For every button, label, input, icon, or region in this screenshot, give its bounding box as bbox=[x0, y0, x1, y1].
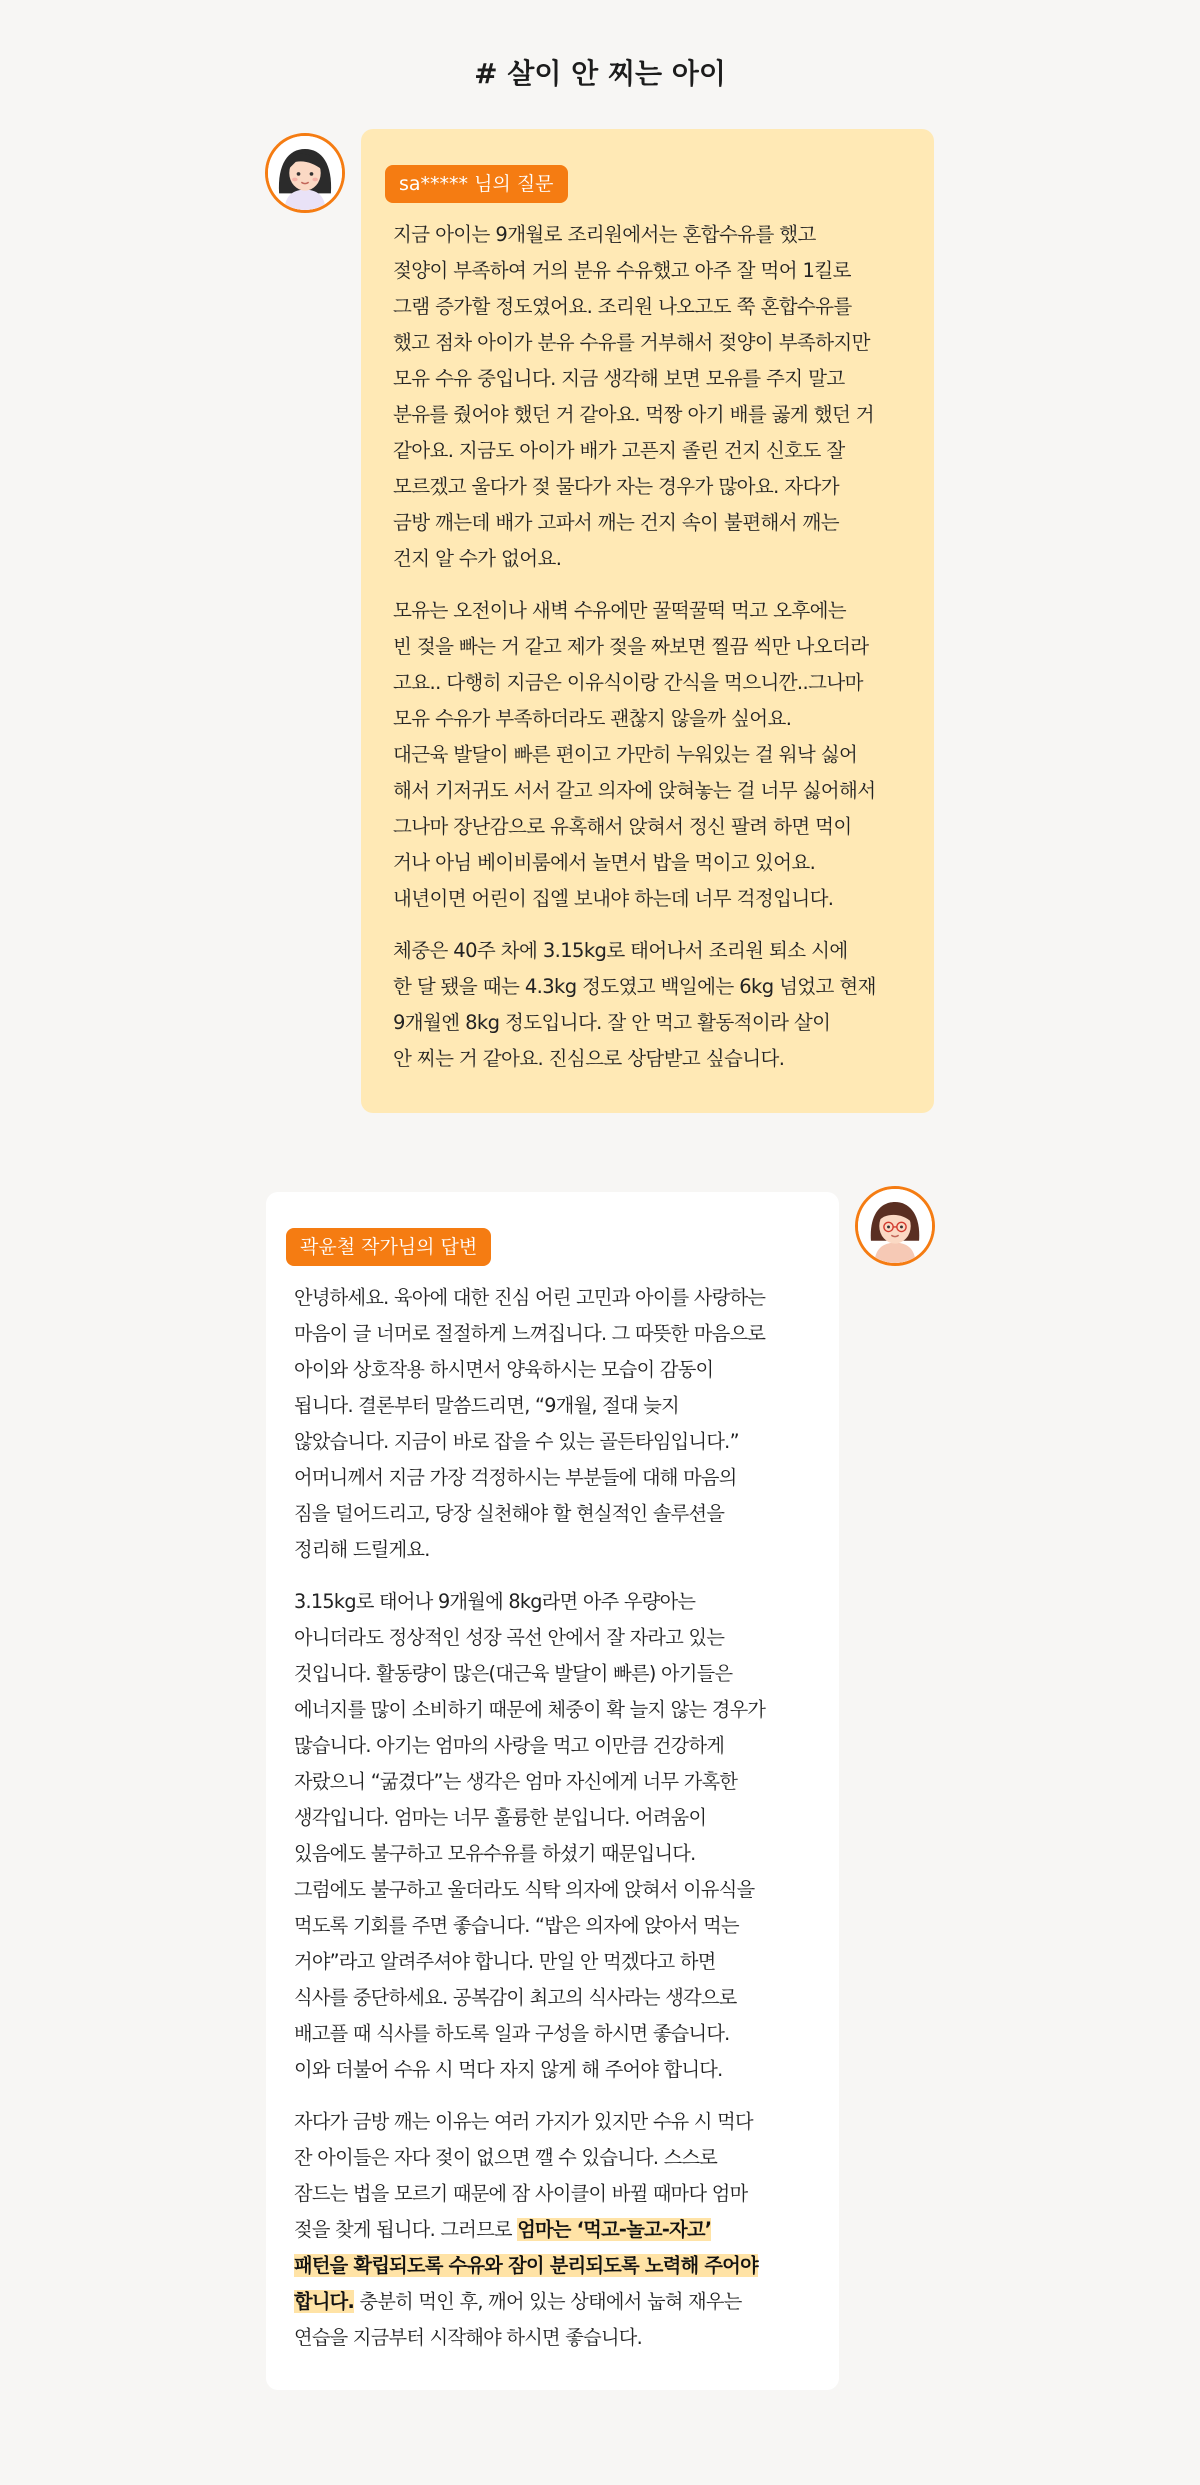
page-title: # 살이 안 찌는 아이 bbox=[474, 57, 726, 90]
answer-text: 자다가 금방 깨는 이유는 여러 가지가 있지만 수유 시 먹다 잔 아이들은 자다 젖이 없으면 깰 수 있습니다. 스스로 잠드는 법을 모르기 때문에 잠 사이클이 바뀔 때마다 엄마 젖을 찾게 됩니다. 그러므로 bbox=[294, 2110, 753, 2241]
question-card bbox=[361, 129, 934, 1113]
answer-paragraph-last bbox=[294, 2104, 817, 2356]
answer-paragraph: 안녕하세요. 육아에 대한 진심 어린 고민과 아이를 사랑하는 마음이 글 너머로 절절하게 느껴집니다. 그 따뜻한 마음으로 아이와 상호작용 하시면서 양육하시는 모습이 감동이 됩니다. 결론부터 말씀드리면, “9개월, 절대 늦지 않았습니다. 지금이 바로 잡을 수 있는 골든타임입니다.” 어머니께서 지금 가장 걱정하시는 부분들에 대해 마음의 짐을 덜어드리고, 당장 실천해야 할 현실적인 솔루션을 정리해 드릴게요. bbox=[294, 1286, 766, 1561]
question-paragraph: 체중은 40주 차에 3.15kg로 태어나서 조리원 퇴소 시에 한 달 됐을 때는 4.3kg 정도였고 백일에는 6kg 넘었고 현재 9개월엔 8kg 정도입니다. 잘 안 먹고 활동적이라 살이 안 찌는 거 같아요. 진심으로 상담받고 싶습니다. bbox=[393, 939, 876, 1070]
answer-body bbox=[290, 1280, 817, 2356]
answer-paragraph: 3.15kg로 태어나 9개월에 8kg라면 아주 우량아는 아니더라도 정상적인 성장 곡선 안에서 잘 자라고 있는 것입니다. 활동량이 많은(대근육 발달이 빠른) 아기들은 에너지를 많이 소비하기 때문에 체중이 확 늘지 않는 경우가 많습니다. 아기는 엄마의 사랑을 먹고 이만큼 건강하게 자랐으니 “굶겼다”는 생각은 엄마 자신에게 너무 가혹한 생각입니다. 엄마는 너무 훌륭한 분입니다. 어려움이 있음에도 불구하고 모유수유를 하셨기 때문입니다. 그럼에도 불구하고 울더라도 식탁 의자에 앉혀서 이유식을 먹도록 기회를 주면 좋습니다. “밥은 의자에 앉아서 먹는 거야”라고 알려주셔야 합니다. 만일 안 먹겠다고 하면 식사를 중단하세요. 공복감이 최고의 식사라는 생각으로 배고플 때 식사를 하도록 일과 구성을 하시면 좋습니다. 이와 더불어 수유 시 먹다 자지 않게 해 주어야 합니다. bbox=[294, 1590, 766, 2081]
answer-card bbox=[266, 1192, 839, 2390]
answer-text: 충분히 먹인 후, 깨어 있는 상태에서 눕혀 재우는 연습을 지금부터 시작해야 하시면 좋습니다. bbox=[294, 2290, 742, 2349]
question-badge: sa***** 님의 질문 bbox=[385, 165, 568, 203]
answer-badge: 곽윤철 작가님의 답변 bbox=[286, 1228, 491, 1266]
answer-highlight: 엄마는 ‘먹고-놀고-자고’ 패턴을 확립되도록 수유와 잠이 분리되도록 노력해 주어야 합니다. bbox=[294, 2218, 758, 2313]
question-body bbox=[389, 217, 912, 1077]
woman-avatar-icon bbox=[265, 133, 345, 213]
question-paragraph: 지금 아이는 9개월로 조리원에서는 혼합수유를 했고 젖양이 부족하여 거의 분유 수유했고 아주 잘 먹어 1킬로 그램 증가할 정도였어요. 조리원 나오고도 쭉 혼합수유를 했고 점차 아이가 분유 수유를 거부해서 젖양이 부족하지만 모유 수유 중입니다. 지금 생각해 보면 모유를 주지 말고 분유를 줬어야 했던 거 같아요. 먹짱 아기 배를 곯게 했던 거 같아요. 지금도 아이가 배가 고픈지 졸린 건지 신호도 잘 모르겠고 울다가 젖 물다가 자는 경우가 많아요. 자다가 금방 깨는데 배가 고파서 깨는 건지 속이 불편해서 깨는 건지 알 수가 없어요. bbox=[393, 223, 875, 570]
woman-glasses-avatar-icon bbox=[855, 1186, 935, 1266]
question-paragraph: 모유는 오전이나 새벽 수유에만 꿀떡꿀떡 먹고 오후에는 빈 젖을 빠는 거 같고 제가 젖을 짜보면 찔끔 씩만 나오더라 고요.. 다행히 지금은 이유식이랑 간식을 먹으니깐..그나마 모유 수유가 부족하더라도 괜찮지 않을까 싶어요. 대근육 발달이 빠른 편이고 가만히 누워있는 걸 워낙 싫어 해서 기저귀도 서서 갈고 의자에 앉혀놓는 걸 너무 싫어해서 그나마 장난감으로 유혹해서 앉혀서 정신 팔려 하면 먹이 거나 아님 베이비룸에서 놀면서 밥을 먹이고 있어요. 내년이면 어린이 집엘 보내야 하는데 너무 걱정입니다. bbox=[393, 599, 876, 910]
